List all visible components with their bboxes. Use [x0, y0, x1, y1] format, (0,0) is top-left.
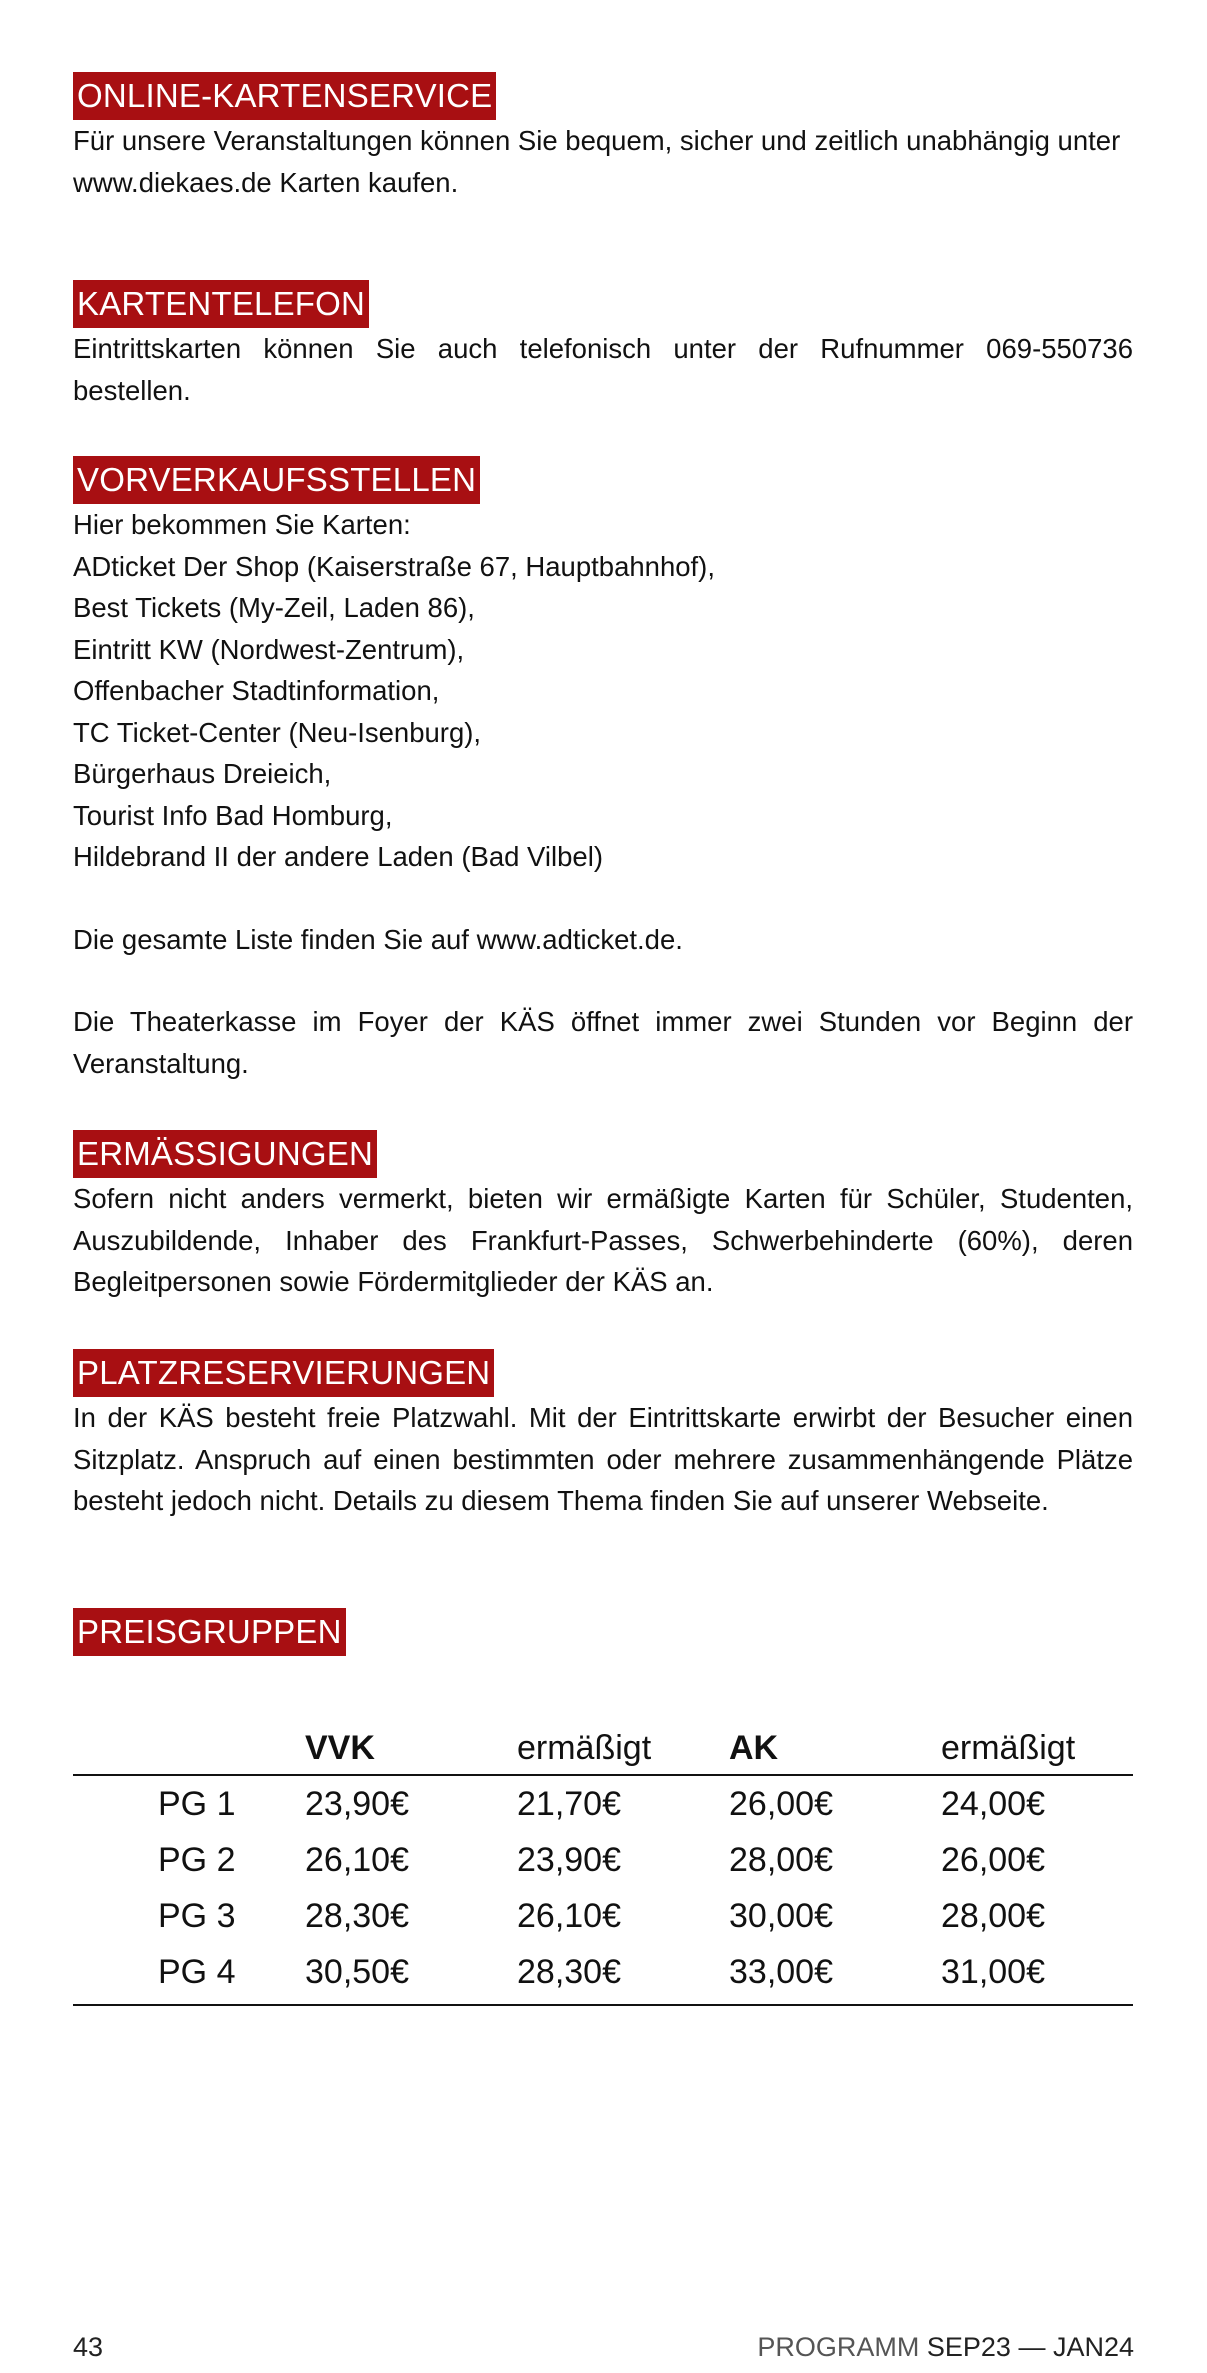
- header-cell-vvk-ermaessigt: ermäßigt: [517, 1729, 652, 1767]
- section-platz: [73, 1349, 1133, 1522]
- vorverkauf-list-text: Die gesamte Liste finden Sie auf www.adticket.de.: [73, 923, 683, 955]
- table-row: [73, 1832, 1133, 1888]
- table-row: [73, 1775, 1133, 1832]
- list-item: Tourist Info Bad Homburg,: [73, 799, 393, 831]
- price-cell: 23,90€: [305, 1784, 409, 1823]
- price-cell: 30,50€: [305, 1952, 409, 1991]
- price-cell: 33,00€: [729, 1952, 833, 1991]
- row-label: PG 2: [158, 1840, 236, 1879]
- list-item: ADticket Der Shop (Kaiserstraße 67, Hauptbahnhof),: [73, 550, 715, 582]
- price-cell: 26,00€: [729, 1784, 833, 1823]
- price-cell: 31,00€: [941, 1952, 1045, 1991]
- section-heading-online: ONLINE-KARTENSERVICE: [73, 72, 496, 120]
- row-label: PG 1: [158, 1784, 236, 1823]
- section-ermaessigung: [73, 1130, 1133, 1303]
- section-telefon: [73, 280, 1133, 411]
- price-table: [73, 1710, 1133, 2006]
- price-cell: 26,10€: [517, 1896, 621, 1935]
- price-cell: 28,30€: [517, 1952, 621, 1991]
- price-cell: 28,00€: [729, 1840, 833, 1879]
- price-cell: 21,70€: [517, 1784, 621, 1823]
- price-cell: 23,90€: [517, 1840, 621, 1879]
- section-heading-ermaessigung: ERMÄSSIGUNGEN: [73, 1130, 377, 1178]
- row-label: PG 4: [158, 1952, 236, 1991]
- section-heading-platz: PLATZRESERVIERUNGEN: [73, 1349, 494, 1397]
- row-label: PG 3: [158, 1896, 236, 1935]
- header-cell-ak-ermaessigt: ermäßigt: [941, 1729, 1076, 1767]
- footer-program-range: SEP23 — JAN24: [926, 2332, 1134, 2362]
- section-text-platz: In der KÄS besteht freie Platzwahl. Mit der Eintrittskarte erwirbt der Besucher einen Sitzplatz. Anspruch auf einen bestimmten oder mehrere zusammenhängende Plätze besteht jedoch nicht. Details zu diesem Thema finden Sie auf unserer Webseite.: [73, 1402, 1133, 1516]
- header-cell-vvk: VVK: [305, 1729, 375, 1767]
- list-item: Bürgerhaus Dreieich,: [73, 758, 332, 789]
- section-text-telefon: Eintrittskarten können Sie auch telefonisch unter der Rufnummer 069-550736 bestellen.: [73, 333, 1133, 406]
- section-heading-preise: PREISGRUPPEN: [73, 1608, 346, 1656]
- header-cell: [73, 1710, 305, 1775]
- price-cell: 26,10€: [305, 1840, 409, 1879]
- vorverkauf-list: [73, 504, 1133, 878]
- list-item: Eintritt KW (Nordwest-Zentrum),: [73, 633, 465, 665]
- price-table-header: [73, 1710, 1133, 1775]
- price-cell: 30,00€: [729, 1896, 833, 1935]
- price-cell: 24,00€: [941, 1784, 1045, 1823]
- section-vorverkauf: [73, 456, 1133, 1084]
- table-row: [73, 1944, 1133, 2005]
- vorverkauf-kasse-text: Die Theaterkasse im Foyer der KÄS öffnet immer zwei Stunden vor Beginn der Veranstaltung.: [73, 1006, 1133, 1079]
- section-text-ermaessigung: Sofern nicht anders vermerkt, bieten wir ermäßigte Karten für Schüler, Studenten, Auszubildende, Inhaber des Frankfurt-Passes, Schwerbehinderte (60%), deren Begleitpersonen sowie Fördermitglieder der KÄS an.: [73, 1183, 1133, 1297]
- header-cell-ak: AK: [729, 1729, 779, 1767]
- footer-program: [757, 2332, 1134, 2363]
- footer-program-label: PROGRAMM: [757, 2332, 920, 2362]
- section-heading-vorverkauf: VORVERKAUFSSTELLEN: [73, 456, 480, 504]
- page-number: 43: [73, 2332, 104, 2362]
- list-item: Hier bekommen Sie Karten:: [73, 509, 411, 540]
- list-item: TC Ticket-Center (Neu-Isenburg),: [73, 716, 482, 748]
- price-cell: 26,00€: [941, 1840, 1045, 1879]
- section-online: [73, 72, 1133, 203]
- price-cell: 28,30€: [305, 1896, 409, 1935]
- section-text-online: Für unsere Veranstaltungen können Sie bequem, sicher und zeitlich unabhängig unter www.diekaes.de Karten kaufen.: [73, 125, 1121, 198]
- list-item: Hildebrand II der andere Laden (Bad Vilbel): [73, 841, 603, 872]
- section-heading-telefon: KARTENTELEFON: [73, 280, 369, 328]
- section-preise: [73, 1608, 1133, 1656]
- list-item: Offenbacher Stadtinformation,: [73, 675, 440, 706]
- table-row: [73, 1888, 1133, 1944]
- list-item: Best Tickets (My-Zeil, Laden 86),: [73, 592, 475, 623]
- price-cell: 28,00€: [941, 1896, 1045, 1935]
